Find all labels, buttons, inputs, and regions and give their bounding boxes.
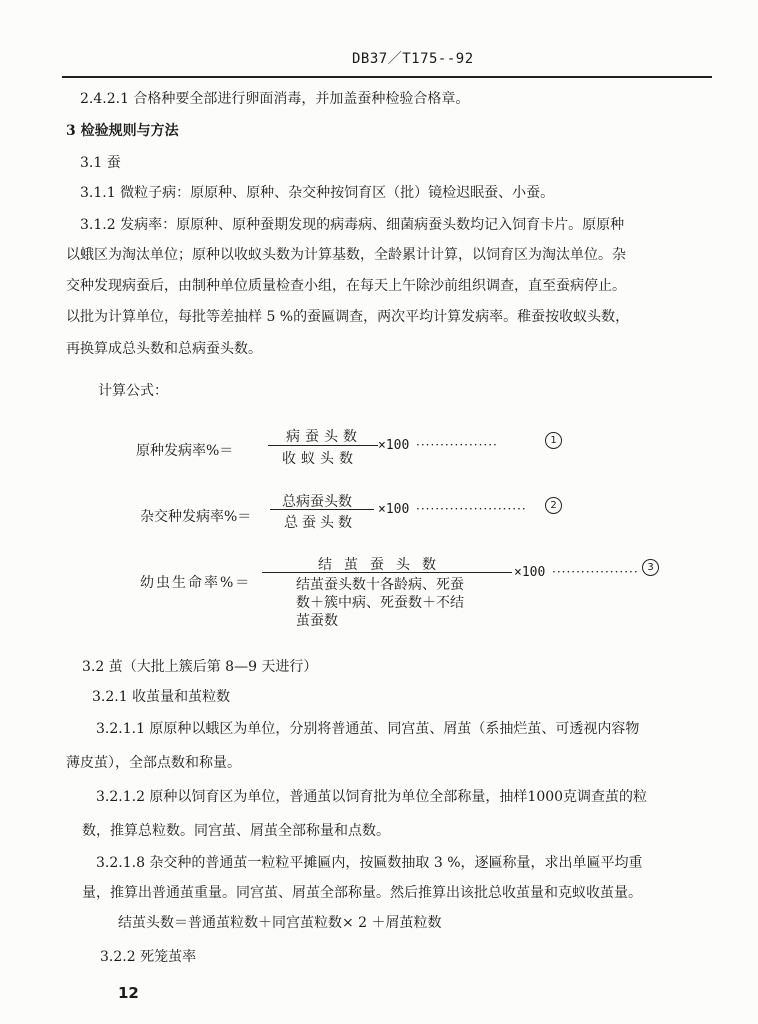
formula-2-numerator: 总病蚕头数 bbox=[282, 494, 352, 510]
clause-3-2-1-8-line1: 3.2.1.8 杂交种的普通茧一粒粒平摊匾内，按匾数抽取 3 %，逐匾称量，求出单匾平均重 bbox=[96, 855, 643, 871]
clause-3-2-1-1-line1: 3.2.1.1 原原种以蛾区为单位，分别将普通茧、同宫茧、屑茧（系抽烂茧、可透视内容物 bbox=[96, 721, 640, 737]
clause-3-2-1-1-line2: 薄皮茧），全部点数和称量。 bbox=[66, 755, 241, 771]
clause-3-2-1-2-line1: 3.2.1.2 原种以饲育区为单位，普通茧以饲育批为单位全部称量，抽样1000克调查茧的粒 bbox=[96, 789, 648, 805]
clause-3-1-1: 3.1.1 微粒子病：原原种、原种、杂交种按饲育区（批）镜检迟眠蚕、小蚕。 bbox=[80, 185, 555, 201]
section-3-2-heading: 3.2 茧（大批上簇后第 8—9 天进行） bbox=[82, 659, 318, 675]
formula-3-lhs: 幼虫生命率%＝ bbox=[140, 575, 252, 591]
formula-3-multiplier: ×100 bbox=[514, 565, 546, 580]
formula-3-numerator: 结茧蚕头数 bbox=[318, 557, 448, 573]
formula-3-denominator-line3: 茧蚕数 bbox=[296, 613, 338, 629]
clause-3-1-2-line5: 再换算成总头数和总病蚕头数。 bbox=[66, 341, 262, 357]
section-3-heading: 3 检验规则与方法 bbox=[66, 123, 179, 139]
formula-1-numerator: 病蚕头数 bbox=[286, 429, 362, 445]
formula-1-leader-dots: ················· bbox=[416, 438, 498, 452]
clause-3-2-1-8-line2: 量，推算出普通茧重量。同宫茧、屑茧全部称量。然后推算出该批总收茧量和克蚁收茧量。 bbox=[82, 885, 642, 901]
document-code: DB37／T175--92 bbox=[352, 51, 474, 67]
formula-intro: 计算公式： bbox=[98, 383, 168, 399]
formula-1-fraction-line bbox=[268, 445, 378, 446]
formula-2-denominator: 总蚕头数 bbox=[284, 515, 356, 531]
section-3-2-1-heading: 3.2.1 收茧量和茧粒数 bbox=[92, 689, 231, 705]
cocoon-count-formula: 结茧头数＝普通茧粒数＋同宫茧粒数× 2 ＋屑茧粒数 bbox=[118, 915, 442, 931]
formula-2-lhs: 杂交种发病率%＝ bbox=[140, 509, 252, 525]
formula-2-fraction-line bbox=[270, 509, 374, 510]
formula-3-number-badge: 3 bbox=[642, 559, 659, 576]
formula-1-denominator: 收蚁头数 bbox=[282, 451, 358, 467]
section-3-1-heading: 3.1 蚕 bbox=[80, 155, 121, 171]
formula-1-lhs: 原种发病率%＝ bbox=[136, 443, 234, 459]
formula-2-multiplier: ×100 bbox=[378, 502, 410, 517]
clause-3-1-2-line3: 交种发现病蚕后，由制种单位质量检查小组，在每天上午除沙前组织调查，直至蚕病停止。 bbox=[66, 278, 626, 294]
formula-2-number-badge: 2 bbox=[545, 497, 562, 514]
formula-3-denominator-line2: 数＋簇中病、死蚕数＋不结 bbox=[296, 595, 464, 611]
clause-3-1-2-line4: 以批为计算单位，每批等差抽样 5 %的蚕匾调查，两次平均计算发病率。稚蚕按收蚁头数， bbox=[66, 309, 630, 325]
page-number: 12 bbox=[118, 984, 139, 1002]
header-rule bbox=[62, 76, 712, 78]
formula-3-leader-dots: ·················· bbox=[552, 565, 639, 579]
clause-3-1-2-line2: 以蛾区为淘汰单位；原种以收蚁头数为计算基数，全龄累计计算，以饲育区为淘汰单位。杂 bbox=[66, 247, 626, 263]
formula-3-denominator-line1: 结茧蚕头数十各龄病、死蚕 bbox=[296, 577, 464, 593]
clause-2-4-2-1: 2.4.2.1 合格种要全部进行卵面消毒，并加盖蚕种检验合格章。 bbox=[80, 91, 470, 107]
section-3-2-2-heading: 3.2.2 死笼茧率 bbox=[100, 949, 197, 965]
formula-1-number-badge: 1 bbox=[545, 432, 562, 449]
formula-3-fraction-line bbox=[262, 572, 512, 573]
formula-2-leader-dots: ······················· bbox=[416, 502, 527, 516]
clause-3-1-2-line1: 3.1.2 发病率：原原种、原种蚕期发现的病毒病、细菌病蚕头数均记入饲育卡片。原原种 bbox=[80, 217, 625, 233]
formula-1-multiplier: ×100 bbox=[378, 438, 410, 453]
clause-3-2-1-2-line2: 数，推算总粒数。同宫茧、屑茧全部称量和点数。 bbox=[82, 823, 390, 839]
